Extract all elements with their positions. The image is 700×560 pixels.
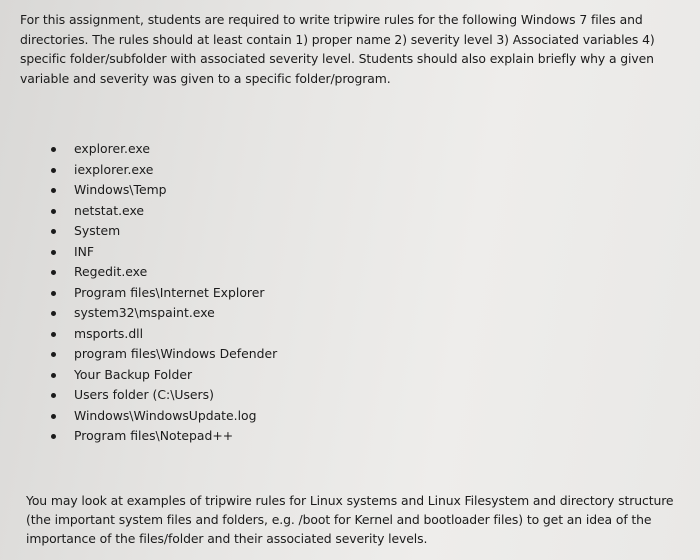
list-item	[46, 139, 277, 160]
reference-note: You may look at examples of tripwire rules for Linux systems and Linux Filesystem and directory structure (the important system files and folders, e.g. /boot for Kernel and bootloader files) to get an idea of the importance of the files/folder and their associated severity levels.	[26, 493, 674, 546]
bullet-icon	[51, 229, 56, 234]
list-item	[46, 242, 277, 263]
list-item-label: Windows\WindowsUpdate.log	[74, 407, 257, 423]
list-item	[46, 221, 277, 242]
file-list	[46, 139, 277, 447]
list-item	[46, 365, 277, 386]
list-item-label: Program files\Internet Explorer	[74, 284, 265, 300]
list-item-label: Users folder (C:\Users)	[74, 387, 214, 402]
list-item	[46, 283, 277, 304]
list-item-label: System	[74, 223, 121, 238]
assignment-instructions: For this assignment, students are required to write tripwire rules for the following Windows 7 files and directories. The rules should at least contain 1) proper name 2) severity level 3) Associated variables 4) specific folder/subfolder with associated severity level. Students should also explain briefly why a given variable and severity was given to a specific folder/program.	[20, 12, 655, 86]
list-item	[46, 160, 277, 181]
list-item	[46, 180, 277, 201]
bullet-icon	[51, 352, 56, 357]
list-item	[46, 262, 277, 283]
list-item	[46, 344, 277, 365]
list-item	[46, 406, 277, 427]
bullet-icon	[51, 291, 56, 296]
bullet-icon	[51, 311, 56, 316]
list-item-label: Your Backup Folder	[74, 366, 193, 382]
list-item	[46, 303, 277, 324]
list-item-label: system32\mspaint.exe	[74, 305, 215, 320]
bullet-icon	[51, 270, 56, 275]
bullet-icon	[51, 188, 56, 193]
list-item	[46, 426, 277, 447]
list-item-label: Program files\Notepad++	[74, 428, 234, 443]
bullet-icon	[51, 209, 56, 214]
list-item-label: INF	[74, 243, 95, 259]
bullet-icon	[51, 414, 56, 419]
list-item-label: Windows\Temp	[74, 182, 167, 197]
bullet-icon	[51, 147, 56, 152]
bullet-icon	[51, 434, 56, 439]
list-item-label: msports.dll	[74, 325, 144, 341]
bullet-icon	[51, 250, 56, 255]
bullet-icon	[51, 373, 56, 378]
list-item-label: program files\Windows Defender	[74, 346, 278, 361]
list-item-label: Regedit.exe	[74, 264, 148, 279]
list-item-label: explorer.exe	[74, 141, 150, 156]
list-item-label: netstat.exe	[74, 202, 145, 218]
list-item	[46, 201, 277, 222]
list-item	[46, 324, 277, 345]
bullet-icon	[51, 168, 56, 173]
bullet-icon	[51, 332, 56, 337]
list-item-label: iexplorer.exe	[74, 161, 154, 177]
bullet-icon	[51, 393, 56, 398]
list-item	[46, 385, 277, 406]
